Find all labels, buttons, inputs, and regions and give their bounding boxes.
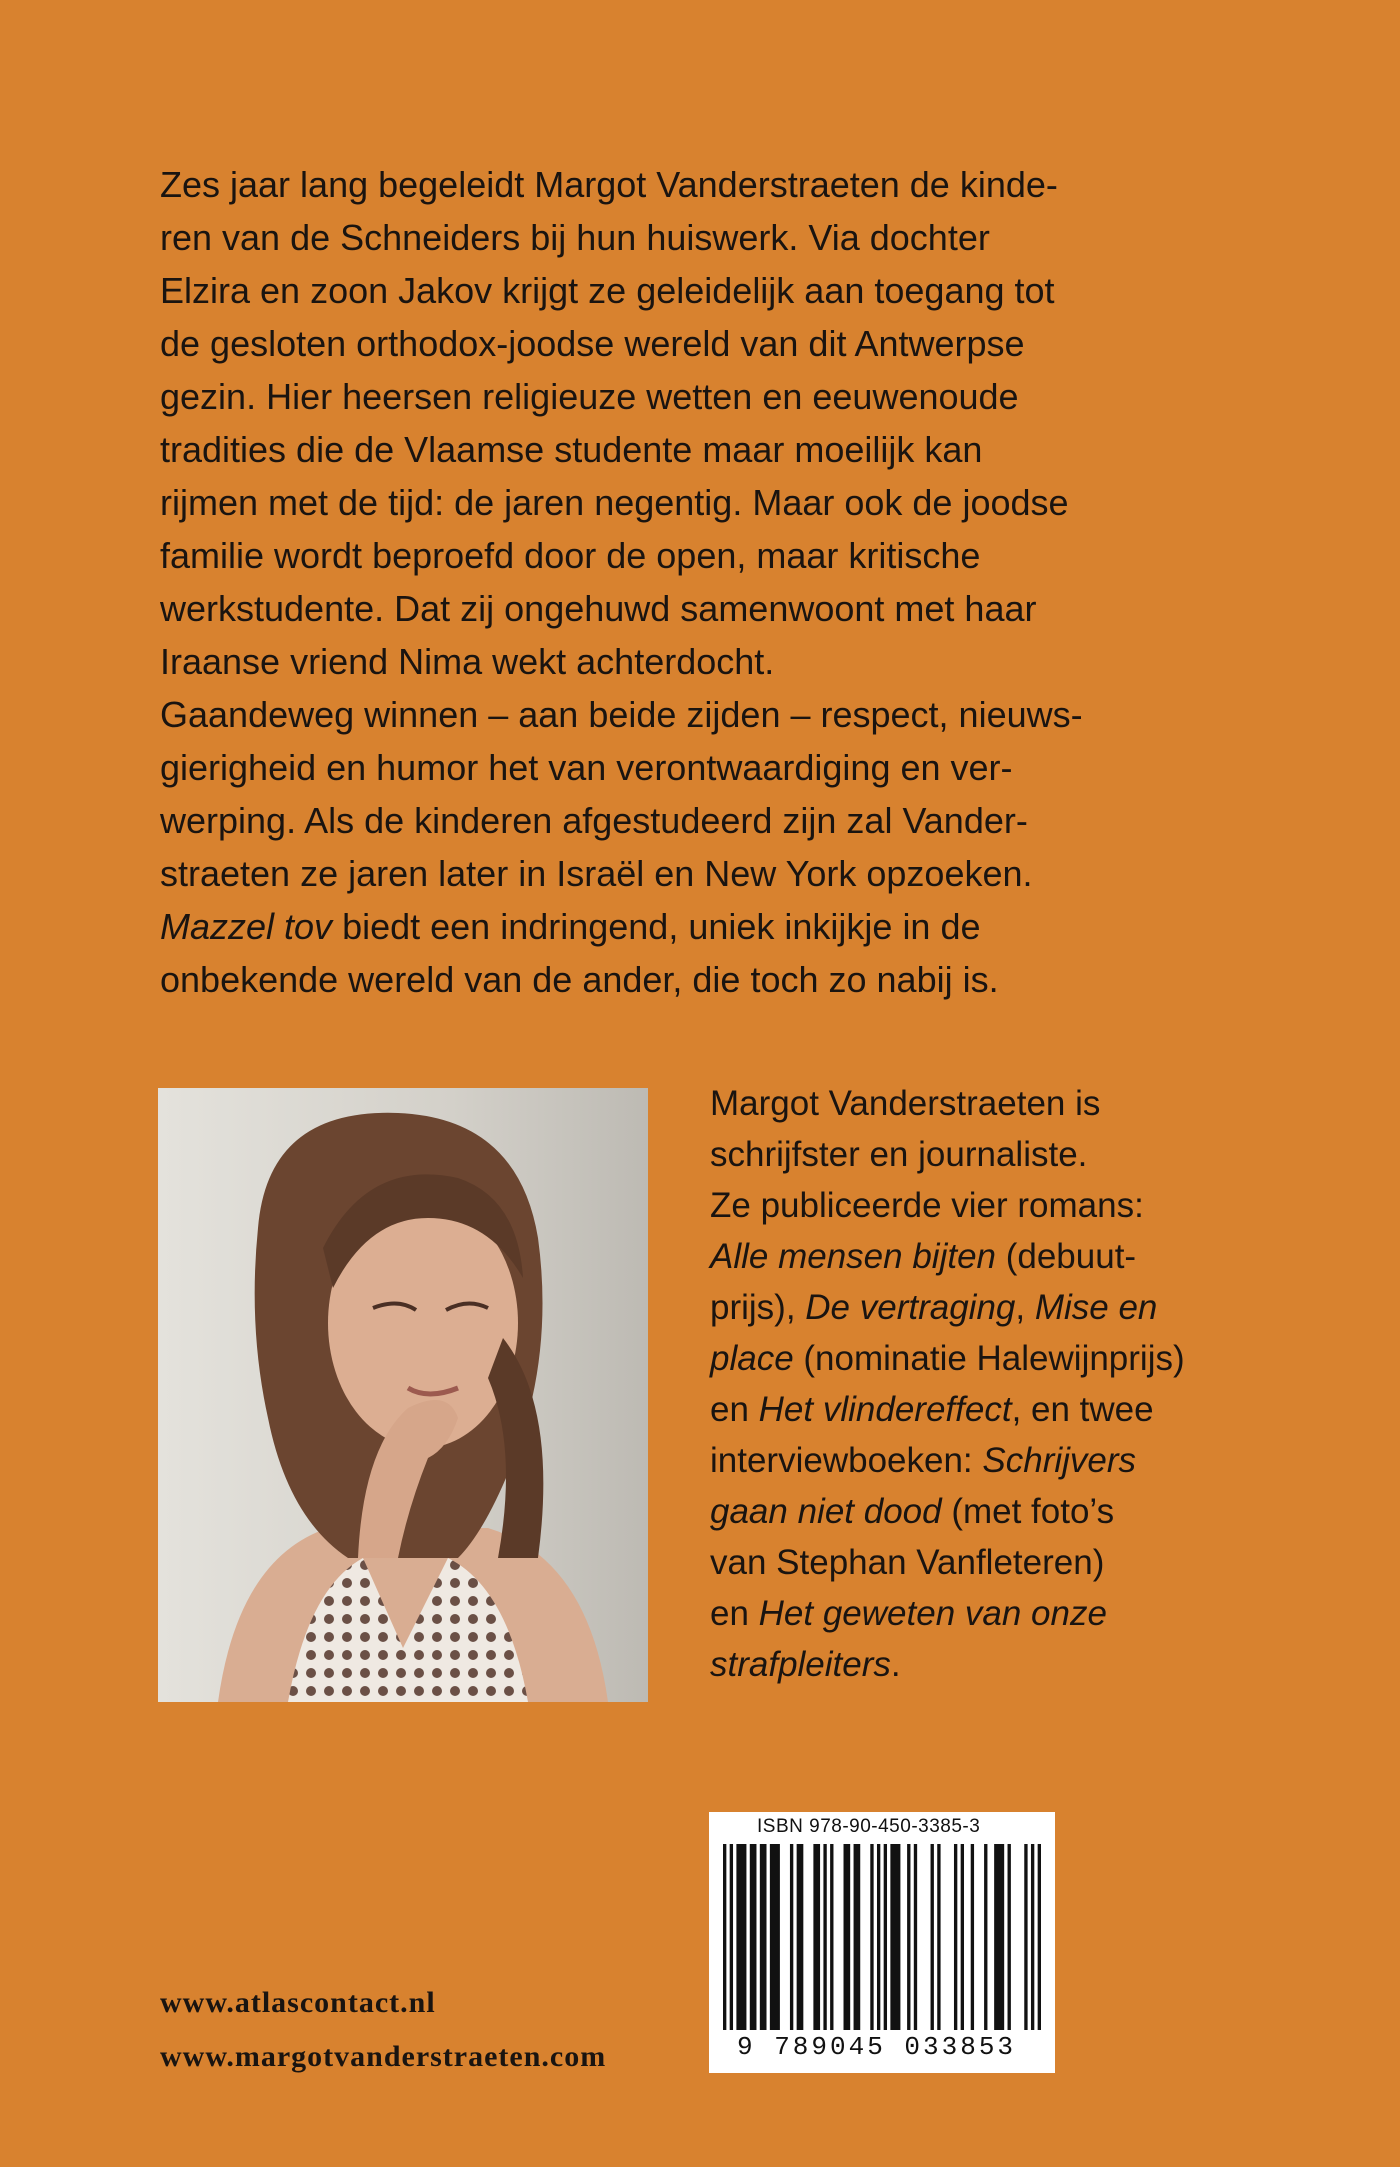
bio-line — [710, 1588, 1270, 1639]
bio-line — [710, 1639, 1270, 1690]
bio-text: , — [1015, 1288, 1035, 1327]
barcode-bar — [971, 1844, 974, 2030]
novel-title: Het vlindereffect — [758, 1390, 1012, 1429]
bio-text: (nominatie Halewijnprijs) — [793, 1339, 1185, 1378]
publisher-url[interactable]: www.atlascontact.nl — [160, 1986, 436, 2019]
author-portrait-illustration — [158, 1088, 648, 1702]
barcode-bar — [750, 1844, 757, 2030]
blurb-line: onbekende wereld van de ander, die toch zo nabij is. — [160, 959, 999, 1000]
blurb-line: rijmen met de tijd: de jaren negentig. Maar ook de joodse — [160, 482, 1069, 523]
bio-line — [710, 1333, 1270, 1384]
blurb-line: werkstudente. Dat zij ongehuwd samenwoont met haar — [160, 588, 1037, 629]
novel-title: Alle mensen bijten — [710, 1237, 996, 1276]
blurb-line: ren van de Schneiders bij hun huiswerk. Via dochter — [160, 217, 990, 258]
barcode-bar — [730, 1844, 733, 2030]
barcode-graphic — [723, 1844, 1041, 2030]
bio-line — [710, 1486, 1270, 1537]
barcode-bar — [914, 1844, 917, 2030]
barcode-bar — [870, 1844, 873, 2030]
book-title-italic: Mazzel tov — [160, 906, 333, 947]
blurb-line-rest: biedt een indringend, uniek inkijkje in de — [332, 906, 981, 947]
bio-text: (debuut- — [996, 1237, 1137, 1276]
novel-title: Mise en — [1034, 1288, 1158, 1327]
barcode-bar — [823, 1844, 826, 2030]
blurb-lines — [160, 158, 1240, 900]
blurb-line: gierigheid en humor het van verontwaardiging en ver- — [160, 747, 1013, 788]
bio-text: (met foto’s — [941, 1492, 1115, 1531]
author-bio — [710, 1078, 1270, 1690]
barcode-bar — [760, 1844, 767, 2030]
blurb-line: Gaandeweg winnen – aan beide zijden – respect, nieuws- — [160, 694, 1083, 735]
barcode-bar — [877, 1844, 880, 2030]
barcode-bar — [770, 1844, 780, 2030]
isbn-label: ISBN 978-90-450-3385-3 — [757, 1816, 981, 1837]
barcode-bar — [830, 1844, 833, 2030]
barcode-bar — [1024, 1844, 1027, 2030]
blurb-line: gezin. Hier heersen religieuze wetten en eeuwenoude — [160, 376, 1019, 417]
blurb-line: Iraanse vriend Nima wekt achterdocht. — [160, 641, 775, 682]
barcode-bar — [884, 1844, 887, 2030]
barcode-bar — [994, 1844, 1004, 2030]
bio-line: van Stephan Vanfleteren) — [710, 1543, 1105, 1582]
blurb-line: familie wordt beproefd door de open, maar kritische — [160, 535, 981, 576]
barcode-bar — [797, 1844, 804, 2030]
author-photo — [158, 1088, 648, 1702]
barcode-bar — [1038, 1844, 1041, 2030]
barcode-bar — [1031, 1844, 1034, 2030]
book-title: gaan niet dood — [710, 1492, 942, 1531]
barcode-bar — [1008, 1844, 1011, 2030]
blurb-line: straeten ze jaren later in Israël en New York opzoeken. — [160, 853, 1033, 894]
barcode-bar — [961, 1844, 964, 2030]
bio-line — [710, 1384, 1270, 1435]
blurb-line: tradities die de Vlaamse studente maar moeilijk kan — [160, 429, 983, 470]
barcode-bar — [790, 1844, 793, 2030]
bio-text: . — [890, 1645, 901, 1684]
barcode-bar — [723, 1844, 726, 2030]
bio-text: , en twee — [1011, 1390, 1154, 1429]
barcode-bar — [890, 1844, 900, 2030]
barcode-bar — [931, 1844, 934, 2030]
bio-line: Margot Vanderstraeten is — [710, 1084, 1101, 1123]
blurb-text — [160, 158, 1240, 1006]
barcode-bar — [907, 1844, 910, 2030]
isbn-barcode-box — [709, 1812, 1055, 2073]
barcode-bar — [954, 1844, 957, 2030]
author-url[interactable]: www.margotvanderstraeten.com — [160, 2040, 607, 2073]
barcode-bar — [984, 1844, 987, 2030]
novel-title: De vertraging — [805, 1288, 1016, 1327]
blurb-line — [160, 900, 1240, 953]
barcode-bar — [736, 1844, 746, 2030]
blurb-line: werping. Als de kinderen afgestudeerd zijn zal Vander- — [160, 800, 1028, 841]
book-title: Het geweten van onze — [758, 1594, 1107, 1633]
barcode-digits: 9 789045 033853 — [737, 2032, 1017, 2062]
book-title: Schrijvers — [982, 1441, 1137, 1480]
barcode-bar — [844, 1844, 851, 2030]
bio-line: schrijfster en journaliste. — [710, 1135, 1088, 1174]
bio-text: interviewboeken: — [710, 1441, 983, 1480]
bio-line — [710, 1282, 1270, 1333]
blurb-line: Zes jaar lang begeleidt Margot Vanderstraeten de kinde- — [160, 164, 1058, 205]
bio-line — [710, 1435, 1270, 1486]
barcode-bar — [937, 1844, 940, 2030]
book-title: strafpleiters — [710, 1645, 891, 1684]
bio-line: Ze publiceerde vier romans: — [710, 1186, 1144, 1225]
bio-text: en — [710, 1390, 759, 1429]
novel-title: place — [710, 1339, 794, 1378]
barcode-bar — [813, 1844, 820, 2030]
bio-line — [710, 1231, 1270, 1282]
bio-text: prijs), — [710, 1288, 806, 1327]
bio-text: en — [710, 1594, 759, 1633]
barcode-bar — [854, 1844, 861, 2030]
blurb-line: de gesloten orthodox-joodse wereld van dit Antwerpse — [160, 323, 1025, 364]
blurb-line: Elzira en zoon Jakov krijgt ze geleidelijk aan toegang tot — [160, 270, 1055, 311]
